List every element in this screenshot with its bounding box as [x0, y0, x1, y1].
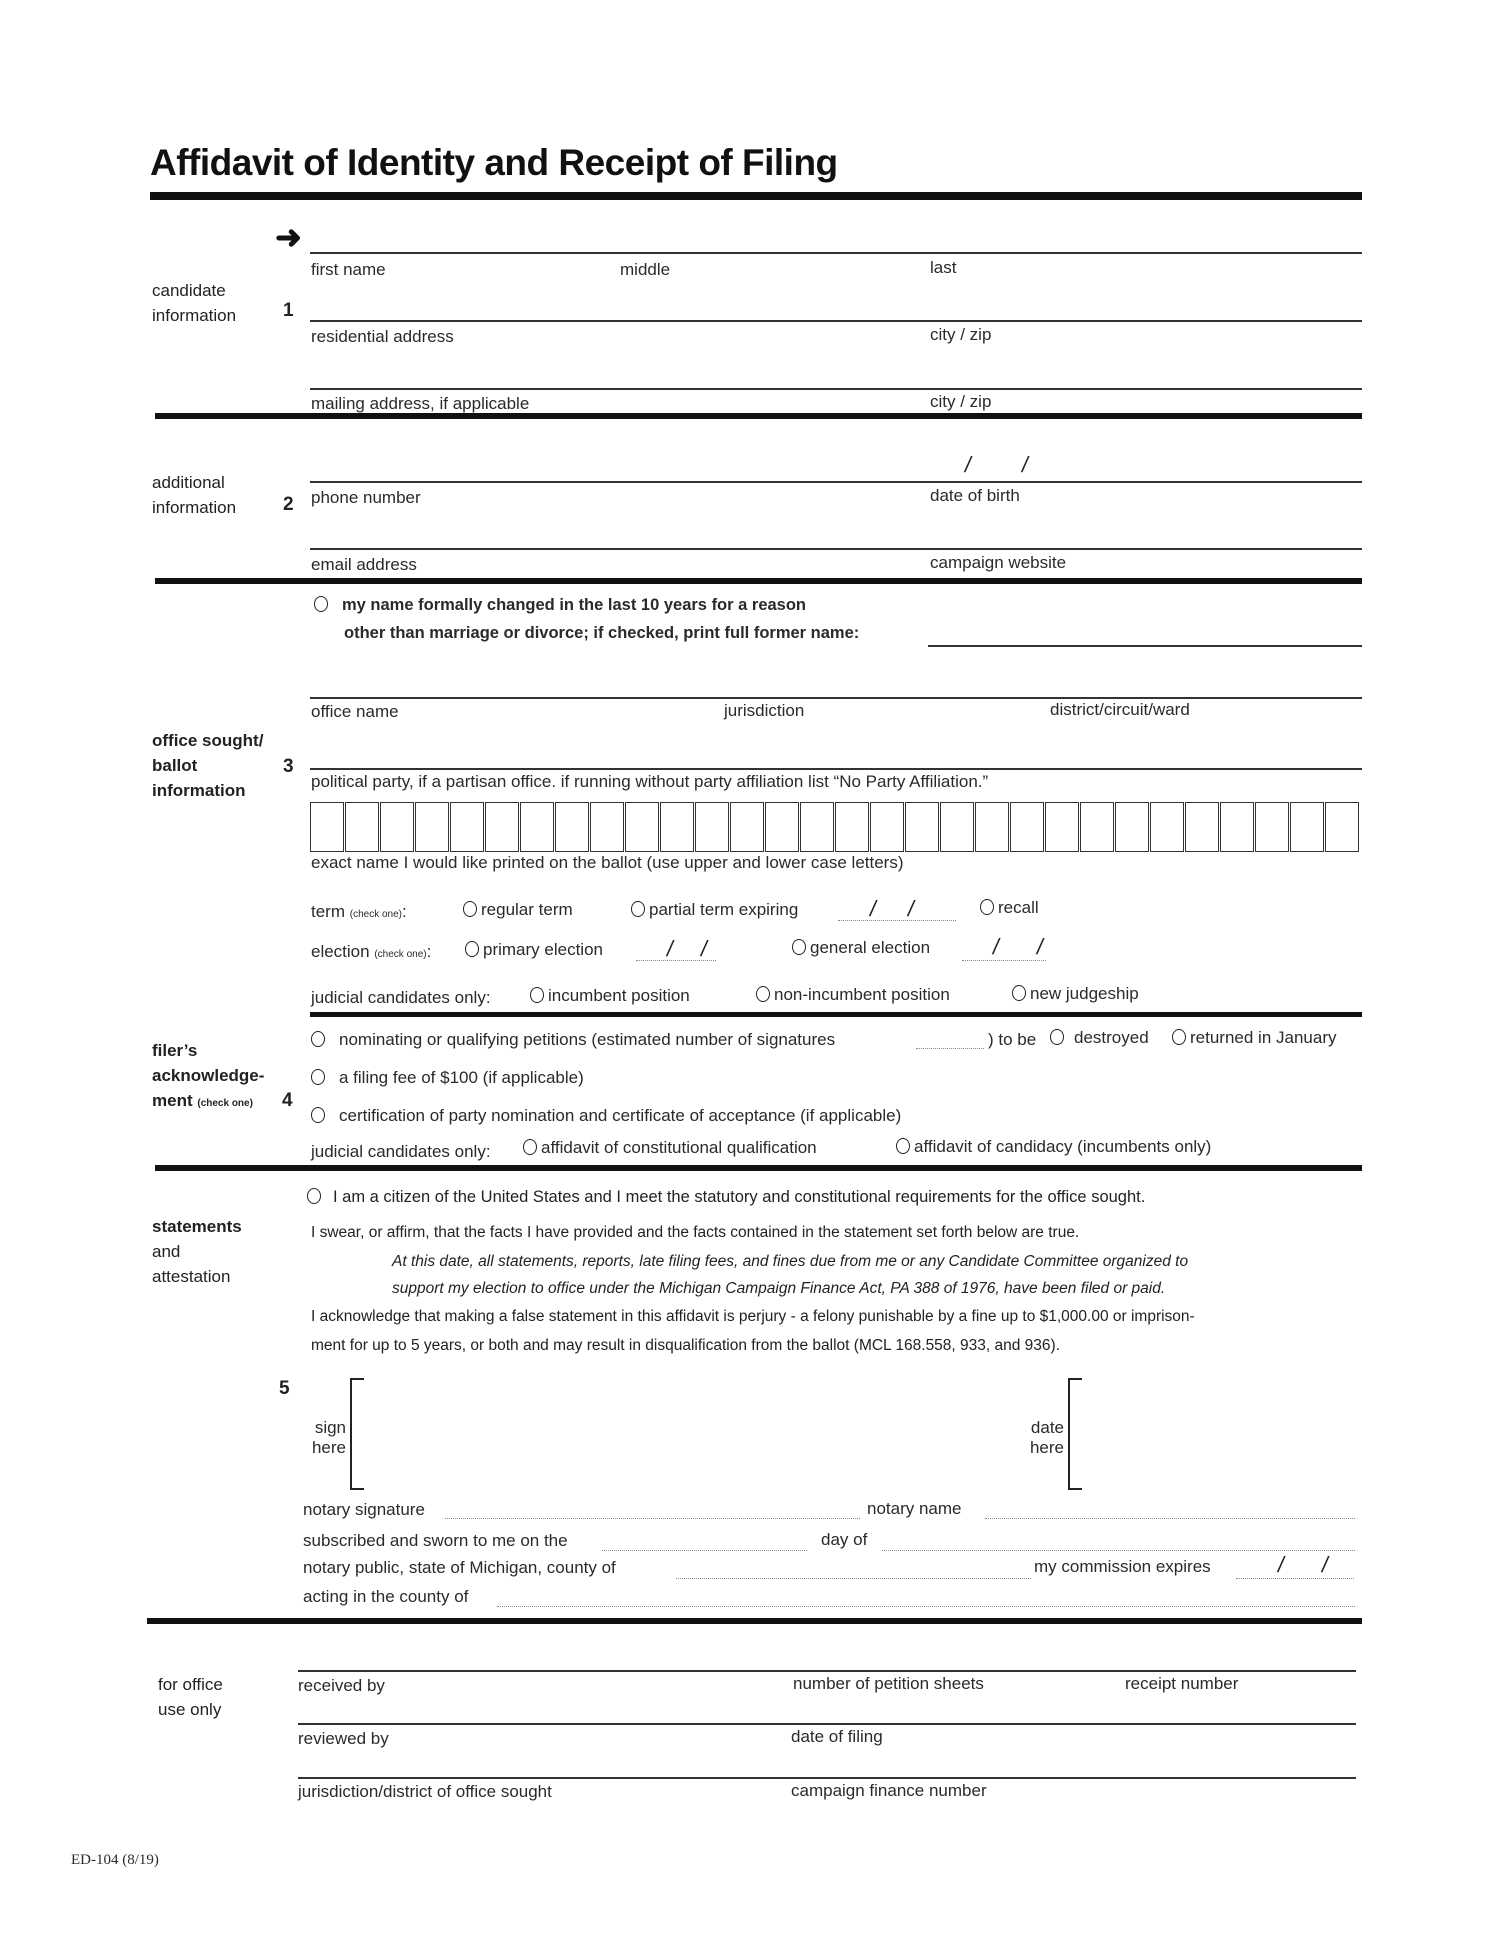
section-2-number: 2 [283, 494, 294, 515]
received-by-label: received by [298, 1676, 385, 1695]
ballot-letter-box[interactable] [345, 802, 379, 852]
election-primary-radio[interactable] [465, 941, 479, 957]
notary-signature-field[interactable] [445, 1518, 860, 1519]
ballot-letter-box[interactable] [695, 802, 729, 852]
judicial-incumbent-option[interactable]: incumbent position [530, 986, 690, 1006]
judicial-nonincumbent-option[interactable]: non-incumbent position [756, 985, 950, 1005]
office-use-line-3 [298, 1777, 1356, 1779]
email-address-label: email address [311, 555, 417, 574]
first-name-label: first name [311, 260, 386, 279]
section-3-label: office sought/ ballot information [152, 731, 264, 800]
last-name-label: last [930, 258, 957, 277]
office-use-line-2 [298, 1723, 1356, 1725]
ballot-name-label: exact name I would like printed on the ballot (use upper and lower case letters) [311, 853, 904, 872]
notary-county-field[interactable] [676, 1578, 1031, 1579]
ballot-letter-box[interactable] [1010, 802, 1044, 852]
citizen-statement[interactable]: I am a citizen of the United States and I meet the statutory and constitutional requirements for the office sought. [307, 1188, 1145, 1207]
notary-public-county-label: notary public, state of Michigan, county of [303, 1558, 616, 1577]
name-input-line[interactable] [310, 252, 1362, 254]
term-recall-radio[interactable] [980, 899, 994, 915]
signature-date-box[interactable] [1068, 1378, 1082, 1490]
ballot-letter-box[interactable] [450, 802, 484, 852]
section-5-label: statements and attestation [152, 1217, 242, 1286]
ballot-letter-box[interactable] [1255, 802, 1289, 852]
receipt-number-label: receipt number [1125, 1674, 1239, 1693]
office-use-label: for office use only [158, 1675, 223, 1719]
ballot-letter-box[interactable] [1325, 802, 1359, 852]
mailing-city-zip-label: city / zip [930, 392, 992, 411]
political-party-label: political party, if a partisan office. if running without party affiliation list “No Party Affiliation.” [311, 772, 989, 791]
affidavit-candidacy-option[interactable]: affidavit of candidacy (incumbents only) [896, 1137, 1211, 1157]
commission-expires-label: my commission expires [1034, 1557, 1211, 1576]
partial-term-slash-1: / [867, 896, 879, 921]
page-title: Affidavit of Identity and Receipt of Filing [150, 142, 838, 183]
email-website-input-line[interactable] [310, 548, 1362, 550]
office-use-line-1 [298, 1670, 1356, 1672]
certification-option[interactable]: certification of party nomination and certificate of acceptance (if applicable) [311, 1106, 901, 1126]
dob-slash-2: / [1019, 452, 1031, 477]
subscribed-day-field[interactable] [602, 1550, 807, 1551]
campaign-finance-statement-1: At this date, all statements, reports, late filing fees, and fines due from me or any Candidate Committee organized to [392, 1253, 1189, 1270]
filing-fee-option[interactable]: a filing fee of $100 (if applicable) [311, 1068, 584, 1088]
section-4-number: 4 [282, 1090, 293, 1111]
section-1-number: 1 [283, 300, 294, 321]
judicial-nonincumbent-radio[interactable] [756, 986, 770, 1002]
partial-term-date-field[interactable] [838, 920, 956, 921]
ballot-letter-box[interactable] [1290, 802, 1324, 852]
petitions-option[interactable]: nominating or qualifying petitions (estimated number of signatures [311, 1030, 835, 1050]
term-partial-radio[interactable] [631, 901, 645, 917]
swear-statement: I swear, or affirm, that the facts I have provided and the facts contained in the statement set forth below are true. [311, 1224, 1080, 1241]
judicial-new-judgeship-radio[interactable] [1012, 985, 1026, 1001]
ballot-letter-box[interactable] [660, 802, 694, 852]
general-slash-1: / [990, 934, 1002, 959]
notary-name-label: notary name [867, 1499, 962, 1518]
ballot-letter-box[interactable] [835, 802, 869, 852]
section-1-divider [155, 413, 1362, 419]
political-party-input-line[interactable] [310, 768, 1362, 770]
constitutional-qualification-radio[interactable] [523, 1139, 537, 1155]
ballot-letter-box[interactable] [590, 802, 624, 852]
perjury-statement-2: ment for up to 5 years, or both and may result in disqualification from the ballot (MCL 168.558, 933, and 936). [311, 1337, 1061, 1354]
certification-radio[interactable] [311, 1107, 325, 1123]
right-arrow-icon: ➜ [275, 219, 302, 255]
acting-county-label: acting in the county of [303, 1587, 469, 1606]
notary-signature-label: notary signature [303, 1500, 425, 1519]
section-5-number: 5 [279, 1378, 290, 1399]
acting-county-field[interactable] [497, 1606, 1355, 1607]
jurisdiction-district-label: jurisdiction/district of office sought [298, 1782, 552, 1801]
day-of-field[interactable] [882, 1550, 1355, 1551]
name-change-line-2: other than marriage or divorce; if checked, print full former name: [344, 624, 860, 642]
date-of-birth-label: date of birth [930, 486, 1020, 505]
section-4-label: filer’s acknowledge- ment (check one) [152, 1041, 265, 1110]
section-3-number: 3 [283, 756, 294, 777]
section-2-label: additional information [152, 473, 237, 517]
phone-dob-input-line[interactable] [310, 481, 1362, 483]
partial-term-slash-2: / [905, 896, 917, 921]
phone-number-label: phone number [311, 488, 421, 507]
destroyed-radio[interactable] [1050, 1029, 1064, 1045]
district-label: district/circuit/ward [1050, 700, 1190, 719]
signature-count-field[interactable] [916, 1048, 984, 1049]
ballot-letter-box[interactable] [520, 802, 554, 852]
ballot-letter-box[interactable] [555, 802, 589, 852]
residential-address-input-line[interactable] [310, 320, 1362, 322]
election-row: election (check one): [311, 942, 432, 961]
campaign-finance-statement-2: support my election to office under the Michigan Campaign Finance Act, PA 388 of 1976, have been filed or paid. [392, 1280, 1166, 1297]
ballot-letter-box[interactable] [1220, 802, 1254, 852]
judicial-incumbent-radio[interactable] [530, 987, 544, 1003]
ballot-letter-box[interactable] [380, 802, 414, 852]
office-input-line[interactable] [310, 697, 1362, 699]
ballot-letter-box[interactable] [1080, 802, 1114, 852]
ballot-letter-box[interactable] [940, 802, 974, 852]
term-regular-radio[interactable] [463, 901, 477, 917]
ballot-letter-box[interactable] [800, 802, 834, 852]
primary-slash-2: / [698, 936, 710, 961]
residential-city-zip-label: city / zip [930, 325, 992, 344]
judicial-label: judicial candidates only: [311, 988, 491, 1007]
returned-option[interactable]: returned in January [1172, 1028, 1336, 1048]
dob-slash-1: / [962, 452, 974, 477]
name-change-radio[interactable] [314, 596, 328, 612]
judicial-new-judgeship-option[interactable]: new judgeship [1012, 984, 1139, 1004]
ballot-letter-box[interactable] [1185, 802, 1219, 852]
date-here-label: date here [1029, 1418, 1064, 1457]
section-4-divider [155, 1165, 1362, 1171]
general-election-date-field[interactable] [962, 960, 1046, 961]
ballot-letter-box[interactable] [415, 802, 449, 852]
section-2-divider [155, 578, 1362, 584]
term-row: term (check one): [311, 902, 407, 921]
ballot-letter-box[interactable] [625, 802, 659, 852]
term-regular-option[interactable]: regular term [463, 900, 573, 920]
primary-slash-1: / [664, 936, 676, 961]
mailing-address-input-line[interactable] [310, 388, 1362, 390]
ballot-letter-box[interactable] [870, 802, 904, 852]
jurisdiction-label: jurisdiction [724, 701, 805, 720]
ballot-name-boxes[interactable] [310, 802, 1359, 852]
constitutional-qualification-option[interactable]: affidavit of constitutional qualification [523, 1138, 817, 1158]
ballot-letter-box[interactable] [1150, 802, 1184, 852]
office-name-label: office name [311, 702, 399, 721]
commission-expires-field[interactable] [1236, 1578, 1354, 1579]
affidavit-candidacy-radio[interactable] [896, 1138, 910, 1154]
petitions-radio[interactable] [311, 1031, 325, 1047]
ballot-letter-box[interactable] [730, 802, 764, 852]
signature-box[interactable] [350, 1378, 364, 1490]
judicial-ack-label: judicial candidates only: [311, 1142, 491, 1161]
term-recall-option[interactable]: recall [980, 898, 1039, 918]
campaign-finance-number-label: campaign finance number [791, 1781, 987, 1800]
destroyed-option[interactable]: destroyed [1050, 1028, 1149, 1048]
commission-slash-2: / [1319, 1552, 1331, 1577]
ballot-letter-box[interactable] [765, 802, 799, 852]
returned-radio[interactable] [1172, 1029, 1186, 1045]
mailing-address-label: mailing address, if applicable [311, 394, 530, 413]
perjury-statement-1: I acknowledge that making a false statement in this affidavit is perjury - a felony punishable by a fine up to $1,000.00 or imprison- [311, 1308, 1195, 1325]
election-general-radio[interactable] [792, 939, 806, 955]
petition-sheets-label: number of petition sheets [793, 1674, 984, 1693]
date-of-filing-label: date of filing [791, 1727, 883, 1746]
sign-here-label: sign here [311, 1418, 346, 1457]
ballot-letter-box[interactable] [905, 802, 939, 852]
former-name-input-line[interactable] [928, 645, 1362, 647]
term-partial-option[interactable]: partial term expiring [631, 900, 798, 920]
campaign-website-label: campaign website [930, 553, 1067, 572]
election-general-option[interactable]: general election [792, 938, 930, 958]
day-of-label: day of [821, 1530, 868, 1549]
ballot-letter-box[interactable] [310, 802, 344, 852]
general-slash-2: / [1034, 934, 1046, 959]
section-3-divider [310, 1012, 1362, 1017]
ballot-letter-box[interactable] [1115, 802, 1149, 852]
form-id: ED-104 (8/19) [71, 1852, 159, 1868]
commission-slash-1: / [1275, 1552, 1287, 1577]
citizen-radio[interactable] [307, 1188, 321, 1204]
section-1-label: candidate information [152, 281, 237, 325]
title-divider [150, 192, 1362, 200]
reviewed-by-label: reviewed by [298, 1729, 389, 1748]
petitions-tail: ) to be [988, 1030, 1037, 1049]
filing-fee-radio[interactable] [311, 1069, 325, 1085]
ballot-letter-box[interactable] [1045, 802, 1079, 852]
name-change-row: my name formally changed in the last 10 years for a reason [314, 596, 806, 615]
section-5-divider [147, 1618, 1362, 1624]
notary-name-field[interactable] [985, 1518, 1355, 1519]
middle-name-label: middle [620, 260, 671, 279]
ballot-letter-box[interactable] [485, 802, 519, 852]
residential-address-label: residential address [311, 327, 454, 346]
election-primary-option[interactable]: primary election [465, 940, 603, 960]
subscribed-label: subscribed and sworn to me on the [303, 1531, 568, 1550]
ballot-letter-box[interactable] [975, 802, 1009, 852]
